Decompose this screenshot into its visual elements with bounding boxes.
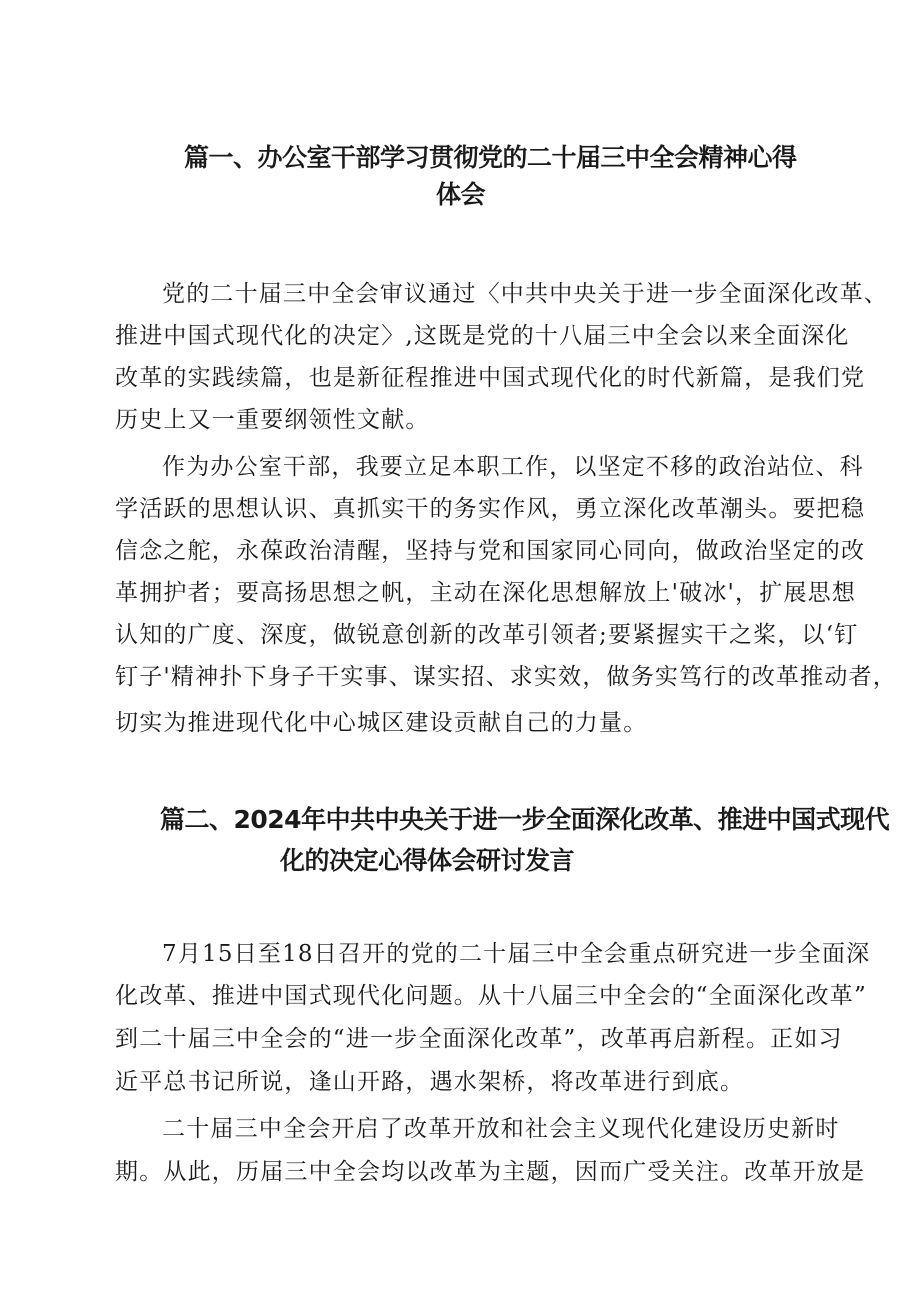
body-line: 近平总书记所说，逢山开路，遇水架桥，将改革进行到底。 bbox=[115, 1069, 745, 1095]
body-line: 切实为推进现代化中心城区建设贡献自己的力量。 bbox=[115, 710, 648, 736]
section2-title-line2: 化的决定心得体会研讨发言 bbox=[280, 846, 575, 875]
body-line: 作为办公室干部，我要立足本职工作，以坚定不移的政治站位、科 bbox=[162, 454, 864, 480]
body-line: 二十届三中全会开启了改革开放和社会主义现代化建设历史新时 bbox=[162, 1116, 840, 1142]
body-line: 党的二十届三中全会审议通过〈中共中央关于进一步全面深化改革、 bbox=[162, 281, 888, 307]
body-line: 改革的实践续篇，也是新征程推进中国式现代化的时代新篇，是我们党 bbox=[115, 365, 866, 391]
body-line: 推进中国式现代化的决定〉,这既是党的十八届三中全会以来全面深化 bbox=[115, 323, 850, 349]
section2-title-line1: 篇二、2024年中共中央关于进一步全面深化改革、推进中国式现代 bbox=[160, 805, 890, 834]
body-line: 历史上又一重要纲领性文献。 bbox=[115, 407, 430, 433]
body-line: 学活跃的思想认识、真抓实干的务实作风，勇立深化改革潮头。要把稳 bbox=[115, 496, 866, 522]
body-line: 到二十届三中全会的“进一步全面深化改革”，改革再启新程。正如习 bbox=[115, 1026, 843, 1052]
body-line: 期。从此，历届三中全会均以改革为主题，因而广受关注。改革开放是 bbox=[115, 1159, 866, 1185]
body-line: 7月15日至18日召开的党的二十届三中全会重点研究进一步全面深 bbox=[162, 941, 871, 967]
section1-title-line2: 体会 bbox=[436, 180, 486, 209]
body-line: 革拥护者；要高扬思想之帆，主动在深化思想解放上'破冰'，扩展思想 bbox=[115, 580, 857, 606]
body-line: 认知的广度、深度，做锐意创新的改革引领者;要紧握实干之桨，以‘钉 bbox=[115, 622, 859, 648]
body-line: 信念之舵，永葆政治清醒，坚持与党和国家同心同向，做政治坚定的改 bbox=[115, 538, 866, 564]
body-line: 化改革、推进中国式现代化问题。从十八届三中全会的“全面深化改革” bbox=[115, 983, 867, 1009]
section1-title-line1: 篇一、办公室干部学习贯彻党的二十届三中全会精神心得 bbox=[184, 143, 797, 172]
body-line: 钉子'精神扑下身子干实事、谋实招、求实效，做务实笃行的改革推动者， bbox=[115, 664, 897, 690]
